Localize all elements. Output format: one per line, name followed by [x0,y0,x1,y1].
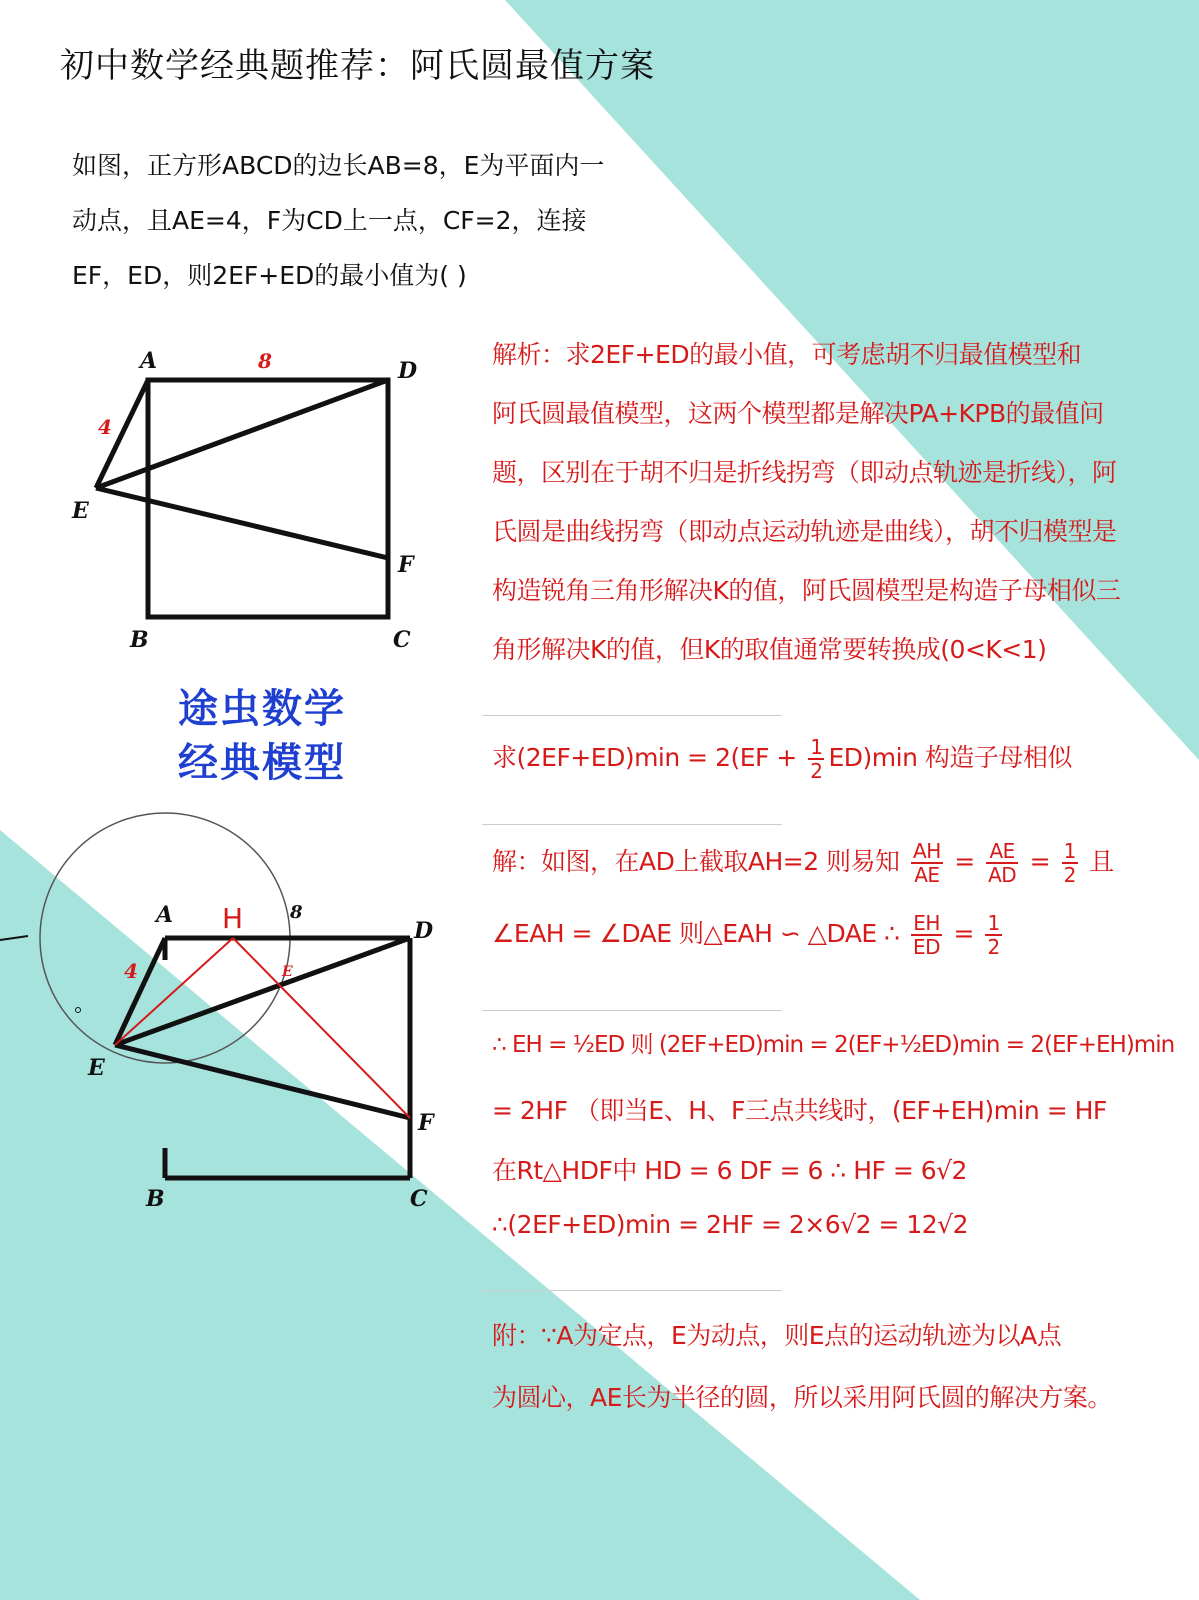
length-ad-2: 8 [290,902,303,923]
segment-ef [96,488,388,558]
step-1 [492,736,1072,782]
analysis-line-4: 氏圆是曲线拐弯（即动点运动轨迹是曲线），胡不归模型是 [492,517,1117,546]
step-7: ∴(2EF+ED)min = 2HF = 2×6√2 = 12√2 [492,1210,968,1239]
step-5: = 2HF （即当E、H、F三点共线时，(EF+EH)min = HF [492,1096,1107,1125]
analysis-line-3: 题，区别在于胡不归是折线拐弯（即动点轨迹是折线），阿 [492,458,1117,487]
figure-2 [0,810,470,1230]
analysis-line-2: 阿氏圆最值模型，这两个模型都是解决PA+KPB的最值问 [492,399,1104,428]
stray-mark [0,936,28,940]
step-1-left: 求(2EF+ED)min = 2(EF + [492,743,805,772]
problem-line-3: EF，ED，则2EF+ED的最小值为( ) [72,261,467,290]
label-f-2: F [418,1110,434,1136]
label-c-2: C [410,1186,428,1212]
step-3: ∠EAH = ∠DAE 则△EAH ∽ △DAE ∴ $\frac{EH}{ED}$ = $\frac{1}{2}$ [492,911,1000,959]
fraction-ah-ae: $\frac{AH}{AE}$ [913,839,941,887]
label-d: D [398,358,418,384]
label-f: F [398,552,414,578]
fraction-half-3: $\frac{1}{2}$ [987,911,1000,959]
problem-statement [72,138,712,303]
step-2-a: 解：如图，在AD上截取AH=2 则易知 [492,847,900,876]
analysis-block [492,325,1120,679]
analysis-line-1: 解析：求2EF+ED的最小值，可考虑胡不归最值模型和 [492,340,1082,369]
label-a: A [140,348,158,374]
segment-eh [115,938,233,1045]
fraction-ae-ad: $\frac{AE}{AD}$ [988,839,1017,887]
segment-hf [233,938,410,1118]
problem-line-2: 动点，且AE=4，F为CD上一点，CF=2，连接 [72,206,587,235]
divider-1 [482,715,782,716]
label-h: H [222,902,244,935]
square-abcd [148,380,388,617]
segment-ef-2 [115,1045,410,1118]
problem-line-1: 如图，正方形ABCD的边长AB=8，E为平面内一 [72,151,605,180]
label-c: C [393,627,411,653]
length-ad: 8 [258,349,272,373]
analysis-line-5: 构造锐角三角形解决K的值，阿氏圆模型是构造子母相似三 [492,576,1121,605]
note-block [492,1305,1112,1429]
small-dot [76,1008,81,1013]
label-e: E [72,498,89,524]
step-3-a: ∠EAH = ∠DAE 则△EAH ∽ △DAE ∴ [492,919,900,948]
label-b: B [130,627,149,653]
label-e-2: E [88,1055,105,1081]
divider-3 [482,1010,782,1011]
fraction-eh-ed: $\frac{EH}{ED}$ [913,911,941,959]
page-title: 初中数学经典题推荐：阿氏圆最值方案 [60,46,655,86]
step-4: ∴ EH = ½ED 则 (2EF+ED)min = 2(EF+½ED)min = 2(EF+EH)min [492,1032,1175,1058]
fraction-half: $\frac{1}{2}$ [810,735,823,783]
label-intersection: E [282,964,293,980]
step-1-right: ED)min 构造子母相似 [828,743,1072,772]
note-line-1: 附：∵A为定点，E为动点，则E点的运动轨迹为以A点 [492,1321,1062,1350]
label-b-2: B [146,1186,165,1212]
divider-4 [482,1290,782,1291]
divider-2 [482,824,782,825]
fraction-half-2: $\frac{1}{2}$ [1063,839,1076,887]
step-6: 在Rt△HDF中 HD = 6 DF = 6 ∴ HF = 6√2 [492,1156,967,1185]
label-a-2: A [156,902,174,928]
length-ae: 4 [98,415,112,439]
length-ae-2: 4 [124,959,138,983]
note-line-2: 为圆心，AE长为半径的圆，所以采用阿氏圆的解决方案。 [492,1383,1112,1412]
brand-line-1: 途虫数学 [178,685,346,732]
label-d-2: D [414,918,434,944]
brand-logo-text [178,682,346,790]
brand-line-2: 经典模型 [178,739,346,786]
analysis-line-6: 角形解决K的值，但K的取值通常要转换成(0<K<1) [492,635,1047,664]
step-2: 解：如图，在AD上截取AH=2 则易知 $\frac{AH}{AE}$ = $\frac{AE}{AD}$ = $\frac{1}{2}$ 且 [492,839,1114,887]
figure-1 [60,340,460,670]
